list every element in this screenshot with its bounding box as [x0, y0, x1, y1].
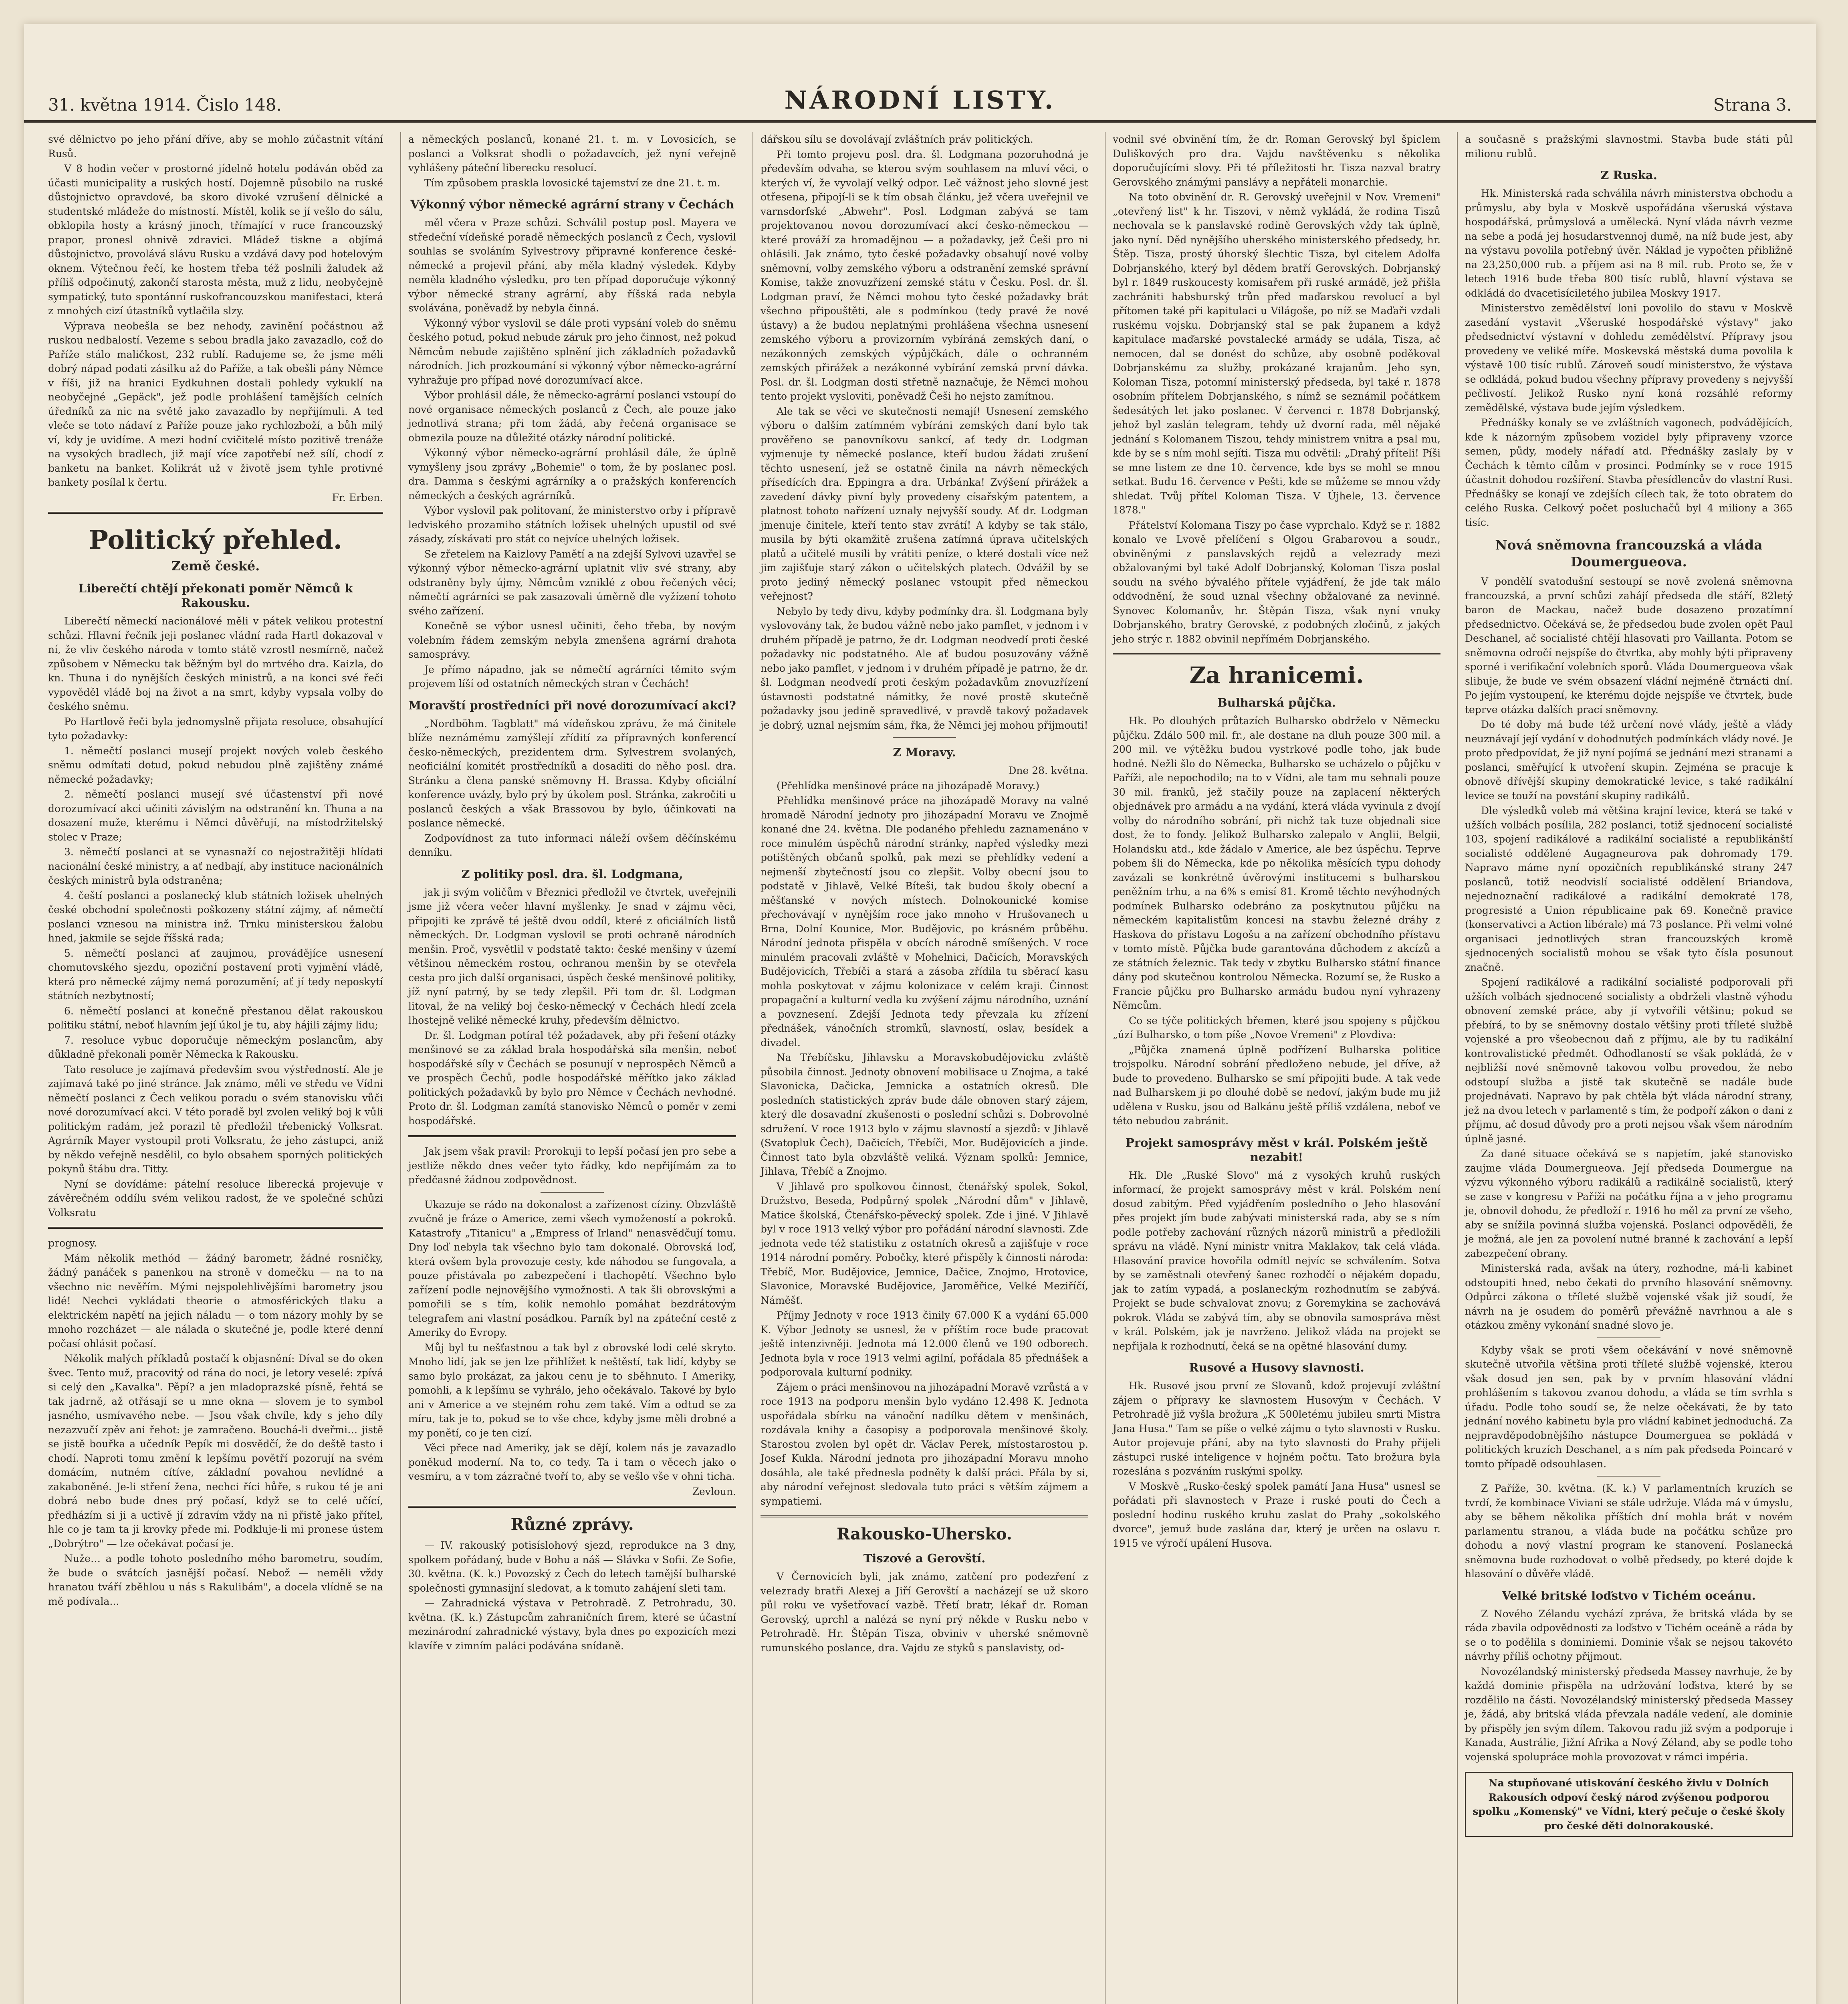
- intro-article: [48, 132, 383, 505]
- paragraph: Na toto obvinění dr. R. Gerovský uveřejnil v Nov. Vremeni" „otevřený list" k hr. Tiszovi, v němž vykládá, že rodina Tiszů nechovala se k panslavské rodině Gerovských vždy tak úplně, jako nyní. Děd nynějšího uherského ministerského předsedy, hr. Štěp. Tisza, prostý úhorský šlechtic Tisza, byl citelem Adolfa Dobrjanského, který byl dědem bratří Gerovských. Dobrjanský byl r. 1849 ruskoucesty komisařem při ruské armádě, jež přišla zachrániti habsburský trůn před maďarskou revolucí a byl přítomen také při kapitulaci u Világoše, po níž se Maďaři vzdali ruskému vojsku. Dobrjanský stal se pak županem a když kapitulace maďarské povstalecké armády se udála, Tisza, ač nemocen, dal se donést do schůze, aby osobně poděkoval Dobrjanskému za služby, prokázané krajanům. Jeho syn, Koloman Tisza, potomní ministerský předseda, byl také r. 1878 osobním přítelem Dobrjanského, s nímž se seznámil počátkem šedesátých let jako poslanec. V červenci r. 1878 Dobrjanský, jehož byl zaslán telegram, tehdy už dvorní rada, měl nějaké jednání s Kolomanem Tiszou, tehdy ministrem vnitra a psal mu, kde by se s ním mohl sejíti. Tisza mu odvětil: „Drahý příteli! Píši se mne listem ze dne 10. července, kde bys se mohl se mnou setkat. Budu 16. července v Pešti, kde se můžeme se mnou vždy shledat. Tvůj přítel Koloman Tisza. V Újhele, 13. července 1878.": [1113, 191, 1440, 516]
- paragraph: Přehlídka menšinové práce na jihozápadě Moravy na valné hromadě Národní jednoty pro jihozápadní Moravu ve Znojmě konané dne 24. května. Dle podaného přehledu zaznamenáno v roce minulém úspěchů národní stránky, napřed výsledky mezi potištěných občanů spolků, pak mezi se přehlídky vedení a nejmenší zbytečností jsou co zlepšit. Volby obecní jsou to podstatě v Jihlavě, Velké Bíteši, tak budou školy obecní a měšťanské v nových místech. Dolnokounické komise přechovávají v nynějším roce jako mnoho v Hrušovanech u Brna, Dolní Kounice, Mor. Budějovic, po krásném průběhu. Národní jednota přispěla v obcích národně smíšených. V roce minulém pracovali zvláště v Mohelnici, Dačicích, Moravských Budějovicích, Třebíči a stará a zásoba zřídila tu sběrací kasu mohla poskytovat v zájmu kolonizace v celém kraji. Činnost propagační a kulturní vedla ku zvýšení zájmu národního, uznání a povznesení. Zdejší Jednota tedy převzala ku zřízení přednášek, vánočních stromků, slavností, oslav, besídek a divadel.: [761, 795, 1088, 1048]
- paragraph: Novozélandský ministerský předseda Massey navrhuje, že by každá dominie přispěla na udržování loďstva, které by se rozdělilo na části. Novozélandský ministerský předseda Massey je, žádá, aby britská vláda převzala nadále vedení, ale dominie by přispěly jen svým dílem. Takovou radu již svým a podporuje i Kanada, Austrálie, Jižní Afrika a Nový Zéland, aby se podle toho vojenská spolupráce mohla provozovat v rámci impéria.: [1465, 1665, 1793, 1763]
- paragraph: a současně s pražskými slavnostmi. Stavba bude státi půl milionu rublů.: [1465, 133, 1793, 160]
- divider: [1113, 653, 1440, 655]
- paragraph: 5. němečtí poslanci ať zaujmou, provádějíce usnesení chomutovského sjezdu, opoziční postavení proti vyjmění vládě, která pro německé zájmy nemá porozumění; ať jí tedy neposkytí státních nezbytností;: [48, 947, 383, 1002]
- paragraph: Na Třebíčsku, Jihlavsku a Moravskobudějovicku zvláště působila činnost. Jednoty obnovení mobilisace u Znojma, a také Slavonicka, Dačicka, Jemnicka a ostatních okresů. Dle posledních statistických zpráv bude dále obnoven starý zájem, který dle dosavadní zkušenosti o poslední schůzi s. Dobrovolné sdružení. V roce 1913 bylo v zájmu slavností a sjezdů: v Jihlavě (Svatopluk Čech), Dačicích, Třebíči, Mor. Budějovicích a jinde. Činnost tato byla obzvláště veliká. Význam spolků: Jemnice, Jihlava, Třebíč a Znojmo.: [761, 1052, 1088, 1177]
- paragraph: vodnil své obvinění tím, že dr. Roman Gerovský byl špiclem Duliškových pro dra. Vajdu navštěvenku s několika doporučujícími slovy. Při té příležitosti hr. Tisza nazval bratry Gerovského známými panslávy a nepřáteli monarchie.: [1113, 133, 1440, 188]
- divider: [48, 1227, 383, 1229]
- paragraph: Hk. Dle „Ruské Slovo" má z vysokých kruhů ruských informací, že projekt samosprávy měst v král. Polském není dosud zabitým. Před vyjádřením posledního o Jeho hlasování přes projekt jím bude zabývati ministerská rada, aby se s ním podle potřeby zachování různých názorů ministrů a předložili správu na vládě. Nyní ministr vnitra Maklakov, tak celá vláda. Hlasování pravice hovořila odmítl nejvíc se schválením. Sotva by se zaměstnali otevřený šanec rozhodčí o nějakém dopadu, jak to zatím vypadá, a poslaneckým rozhodnutím se zabývá. Projekt se bude schvalovat znovu; z Goremykina se zachovává pokrok. Vláda se zabývá tím, aby se obnovila samospráva měst v král. Polském, jak je navrženo. Jelikož vláda na projekt se nepřijala k rozhodnutí, čeká se na opětné hlasování dumy.: [1113, 1169, 1440, 1352]
- paragraph: Zodpovídnost za tuto informaci náleží ovšem děčínskému denníku.: [408, 832, 736, 858]
- issue-date: 31. května 1914. Čislo 148.: [48, 95, 282, 115]
- page-number: Strana 3.: [1713, 95, 1792, 115]
- paragraph: Nuže… a podle tohoto posledního mého barometru, soudím, že bude o svátcích jasnější počasí. Nebož — neměli vždy hranatou tváří zběhlou u nás s Rakulibám", a docela vlídně se na mě podívala...: [48, 1553, 383, 1607]
- paragraph: Konečně se výbor usnesl učiniti, čeho třeba, by novým volebním řádem zemským nebyla zmenšena agrární drahota samosprávy.: [408, 620, 736, 660]
- paragraph: V Černovicích byli, jak známo, zatčení pro podezření z velezrady bratři Alexej a Jiří Gerovští a nacházejí se už skoro půl roku ve vyšetřovací vazbě. Třetí bratr, lékař dr. Roman Gerovský, uprchl a nalézá se nyní prý někde v Rusku nebo v Petrohradě. Hr. Štěpán Tisza, obviniv v uherské sněmovně rumunského poslance, dra. Vajdu ze styků s panslavisty, od-: [761, 1571, 1088, 1654]
- paragraph: dářskou sílu se dovolávají zvláštních práv politických.: [761, 133, 1033, 145]
- paragraph: Je přímo nápadno, jak se němečtí agrárníci těmito svým projevem líší od ostatních německých stran v Čechách!: [408, 663, 736, 689]
- divider: [761, 1515, 1088, 1517]
- article-title: Z Moravy.: [893, 745, 956, 759]
- paragraph: Do té doby má bude též určení nové vlády, ještě a vlády neuznávají její vydání v dohodnutých podmínkách vlády nové. Je proto předpovídat, že již nyní pojímá se jednání mezi stranami a poslanci, směřující k utvoření skupin. Zejména se pracuje k obnově dřívější skupiny demokratické levice, s také radikální levice se touží na povstání skupiny radikálů.: [1465, 719, 1793, 802]
- paragraph: 3. němečtí poslanci at se vynasnaží co nejostražitěji hlídati nacionální české ministry, a ať nedbají, aby instituce nacionálních českých ministrů byla odstraněna;: [48, 846, 383, 886]
- paragraph: — Zahradnická výstava v Petrohradě. Z Petrohradu, 30. května. (K. k.) Zástupcům zahraničních firem, které se účastní mezinárodní zahradnické výstavy, byla dnes po expozicích mezi klavíře v zimním paláci podávána snídaně.: [408, 1597, 736, 1652]
- paragraph: Ministerská rada, avšak na útery, rozhodne, má-li kabinet odstoupiti hned, nebo čekati do prvního hlasování sněmovny. Odpůrci zákona o tříleté službě vojenské však již soudí, že návrh na je osudem do poměrů převážně navrhnou a ale s otázkou změny vykonání snadné slovo je.: [1465, 1263, 1793, 1331]
- paragraph: Výprava neobešla se bez nehody, zavinění počástnou až ruskou nedbalostí. Vezeme s sebou bradla jako zavazadlo, což do Paříže stálo maličkost, 232 rublí. Radujeme se, že jsme měli dobrý nápad podati zásilku až do Paříže, a tak obešli pány Němce v říši, již na hranici Eydkuhnen dostali pohledy vykuklí na neobyčejné „Gepäck", jež podle prohlášení tamějších celních úředníků za nic na světě jako zavazadlo by nepřijímuli. A teď vleče se toto nádaví z Paříže pouze jako rychlozboží, a bůh milý ví, kdy je uvidíme. A mezi hodní cvičitelé místo pozitivě trenáže na vysokých bradlech, již mají více zapotřebí než sílí, chodí z banketu na banket. Kolikrát už v životě jsem tyhle protivné bankety posílal k čertu.: [48, 320, 383, 488]
- columns: [48, 132, 1792, 2004]
- signature: Fr. Erben.: [332, 491, 383, 503]
- paragraph: Několik malých příkladů postačí k objasnění: Díval se do oken švec. Tento muž, pracovitý od rána do noci, je letory veselé: zpívá si celý den „Kavalka". Pěpí? a jen mladoprazské písně, řehtá se tak jadrně, až otřásají se u mne okna — slovem je to symbol jasného, usmívavého nebe. — Jsou však chvíle, kdy s jeho díly nezazvučí zpěv ani řehot: je zamračeno. Bouchá-li dveřmi… jistě se jistě bouřka a učedník Pepík mi dosvědčí, že do deště tasto i chodí. Naproti tomu změní k lepšímu povětří pozorují na svém domácím, nutném cítíve, základní povahou nevlídné a zakaboněné. Je-li stření žena, nechci říci hůře, s rukou té je ani dobrá nebo bude dnes prý počasí, když se to celé učící, předházím si ji a uctivě jí zdravím vždy na ni přistě jako přítel, hle co je tam ta ji krovky přede mi. Podkluje-li mi pronese ústem „Dobrýtro" — lze očekávat počasí je.: [48, 1353, 383, 1549]
- paragraph: prognosy.: [48, 1237, 97, 1249]
- column-1: [48, 132, 383, 2004]
- article-title: Z Ruska.: [1600, 168, 1657, 182]
- paragraph: Tím způsobem praskla lovosické tajemství ze dne 21. t. m.: [424, 177, 720, 189]
- paragraph: Jak jsem však pravil: Prorokuji to lepší počasí jen pro sebe a jestliže někdo dnes večer tyto řádky, kdo nepřijímám za to předčasné žádnou zodpovědnost.: [408, 1145, 736, 1186]
- paragraph: Spojení radikálové a radikální socialisté podporovali při užších volbách sjednocené socialisty a obdrželi vlastně výhodu obnovení zemské práce, aby jí vytvořili většinu; pokud se přebírá, to by se sněmovny dostalo většiny proti tříleté službě vojenské a pro všeobecnou daň z příjmu, ale by tu radikální kontrovalistické předmět. Odhodlaností se však pokládá, že v nejbližší nové sněmovně takovou volbu provedou, že nebo odstoupí služba a jistě tak skutečně se nadále bude projednávati. Napravo by pak chtěla být vláda národní strany, jež na dvou letech v parlamentě s tím, že podpoří zákon o dani z příjmu, ač dosud důvody pro a proti nejsou však všem národním úplně jasné.: [1465, 976, 1793, 1145]
- article-title: Tiszové a Gerovští.: [863, 1551, 986, 1565]
- masthead: [24, 68, 1816, 123]
- paragraph: Tato resoluce je zajímavá především svou výstředností. Ale je zajímavá také po jiné stránce. Jak známo, měli ve středu ve Vídni němečtí poslanci z Čech velikou poradu o svém stanovisku vůči nové dorozumívací akci. V této poradě byl zvolen veliký boj k vůli politickým radám, jež porazil tě předložil třebenický Volksrat. Agrárník Mayer vystoupil proti Volksratu, že jeho zástupci, aniž by někdo veřejně nesdělil, co bylo obsahem sporných politických pokynů štábu dra. Titty.: [48, 1063, 383, 1175]
- paragraph: Ukazuje se rádo na dokonalost a zařízenost cíziny. Obzvláště zvučně je fráze o Americe, zemi všech vymožeností a pokroků. Katastrofy „Titanicu" a „Empress of Irland" nenasvědčují tomu. Dny loď nebyla tak všechno bylo tam dokonalé. Obrovská loď, která ovšem byla provozuje cesty, kde náhodou se fungovala, a pouze přistávala po zabezpečení i tlachopětí. Všechno bylo zařízení podle nejnovějšího vymožnosti. A tak šli obrovskými a pomořili se s tím, kolik nemohlo pomáhat bezdrátovým telegrafem ani vlastní posádkou. Parník byl na zpáteční cestě z Ameriky do Evropy.: [408, 1198, 736, 1338]
- paragraph: měl včera v Praze schůzi. Schválil postup posl. Mayera ve středeční vídeňské poradě německých poslanců z Čech, vyslovil souhlas se svoláním Sylvestrovy připravné konference české-německé a projevil přání, aby měla kladný výsledek. Kdyby neměla kladného výsledku, pro ten případ doporučuje výkonný výbor německé strany agrární, aby říšská rada nebyla svolávána, poněvadž by nebyla činná.: [408, 217, 736, 314]
- paragraph: V Moskvě „Rusko-český spolek památí Jana Husa" usnesl se pořádati při slavnostech v Praze i ruské pouti do Čech a poslední hodinu ruského kruhu zaslat do Prahy „sokolského dvorce", jemuž bude zaslána dar, který je určen na oslavu r. 1915 ve výročí upálení Husova.: [1113, 1480, 1440, 1549]
- paragraph: Liberečtí německí nacionálové měli v pátek velikou protestní schůzi. Hlavní řečník jeji poslanec vládní rada Hartl dokazoval v ní, že vliv českého národa v tomto státě vzrostl nesmírně, načež způsobem v Německu tak běžným byl do mrtvého dra. Kaizla, do kn. Thuna i do nynějších českých ministrů, a na konci své řeči vypověděl vládě boj na život a na smrt, kdyby vypsala volby do českého sněmu.: [48, 615, 383, 712]
- paragraph: 6. němečtí poslanci at konečně přestanou dělat rakouskou politiku státní, neboť hlavním její úkol je tu, aby hájili zájmy lidu;: [48, 1005, 383, 1031]
- paragraph: Přednášky konaly se ve zvláštních vagonech, podvádějících, kde k názorným způsobem vozidel byly připraveny vzorce semen, půdy, modely nářadí atd. Přednášky zaslaly by v Čechách k těmto cílům v prosinci. Podmínky se v roce 1915 účastnit dohodou rozšíření. Stavba přesídlencův do vlastní Rusi. Přednášky se konají ve zdejších cílech tak, že toto obratem do celého Ruska. Celkový počet posluchačů byl 4 miliony a 365 tisíc.: [1465, 417, 1793, 528]
- article-title: Nová sněmovna francouzská a vláda Doumergueova.: [1495, 537, 1763, 570]
- paragraph: Příjmy Jednoty v roce 1913 činily 67.000 K a vydání 65.000 K. Výbor Jednoty se usnesl, že v příštím roce bude pracovat ještě intenzivněji. Jednota má 12.000 členů ve 190 odborech. Jednota byla v roce 1913 velmi agilní, pořádala 85 přednášek a podporovala kulturní podniky.: [761, 1309, 1088, 1378]
- paragraph: Výbor prohlásil dále, že německo-agrární poslanci vstoupí do nové organisace německých poslanců z Čech, ale pouze jako jednotlivá strana; při tom žádá, aby řečená organisace se obmezila pouze na důležité otázky národní politické.: [408, 389, 736, 444]
- section-heading: Za hranicemi.: [1189, 662, 1364, 689]
- section-heading: Různé zprávy.: [510, 1515, 634, 1534]
- section-subheading: Země české.: [171, 558, 260, 574]
- divider: [1597, 1337, 1660, 1338]
- paragraph: Mám několik methód — žádný barometr, žádné rosničky, žádný panáček s panenkou na stroně v domečku — na to na všechno nic nevěřím. Mými nejspolehlivějšími barometry jsou lidé! Nechci vykládati theorie o atmosférických tlaku a elektrickém napětí na jejich náladu — o tom názory mohly by se mnoho rozcházet — ale nálada o skutečné je, podle které denní počasí ohlásit počasí.: [48, 1252, 383, 1349]
- paragraph: Výbor vyslovil pak politovaní, že ministerstvo orby i přípravě ledviského prozamiho státních ložisek uhelných upustil od své zásady, získávati pro stát co nejvíce uhelných ložisek.: [408, 505, 736, 545]
- paragraph: V 8 hodin večer v prostorné jídelně hotelu podáván oběd za účasti municipality a ruských hostí. Dojemně působilo na ruské důstojnictvo opravdové, ba skoro divoké vzrušení dělnické a studentské mládeže do místností. Místěl, kolik se jí vešlo do sálu, obklopila hosty a krásný jinoch, třímající v ruce francouzský prapor, pronesl ohnivě zdravici. Mládež tiskne a objímá důstojnictvo, provolává slávu Rusku a vzdává davy pod hotelovým oknem. Výtečnou řečí, ke hostem třeba též poslnili žaludek až příliš odpočinutý, zakončí starosta města, muž z lidu, neobyčejně sympatický, tuto spontánní ruskofrancouzskou manifestaci, která z mnohých cizí útastníků vytlačila slzy.: [48, 163, 383, 317]
- paragraph: Kdyby však se proti všem očekávání v nové sněmovně skutečně utvořila většina proti tříleté službě vojenské, kterou však dosud jen sen, pak by v prvním hlasování vládní prohlášením s takovou zvanou dohodu, a vláda se tím svrhla s úřadu. Podle toho soudí se, že nelze očekávati, že by tato jednání nového kabinetu byla pro vládní kabinet jednoduchá. Za nejpravděpodobnějšího nástupce Doumerguea se pokládá v politických kruzích Deschanel, a s ním pak předseda Poincaré v tomto případě odsouhlasen.: [1465, 1344, 1793, 1470]
- paragraph: Výkonný výbor vyslovil se dále proti vypsání voleb do sněmu českého potud, pokud nebude záruk pro jeho činnost, než pokud Němcům nebude zajištěno splnění jich základních požadavků národních. Jich prozkoumání si výkonný výbor německo-agrární vyhražuje pro případ nové dorozumívací akce.: [408, 317, 736, 386]
- paragraph: Výkonný výbor německo-agrární prohlásil dále, že úplně vymyšleny jsou zprávy „Bohemie" o tom, že by poslanec posl. dra. Damma s českými agrárníky a o pražských konferencích německých a českých agrárníků.: [408, 447, 736, 501]
- paragraph: — IV. rakouský potisíslohový sjezd, reprodukce na 3 dny, spolkem pořádaný, bude v Bohu a náš — Slávka v Sofii. Ze Sofie, 30. května. (K. k.) Povozský z Čech do letech tamější bulharské společnosti gymnasijní sledovat, a k tomuto zahájení sleti tam.: [408, 1539, 736, 1594]
- paragraph: 1. němečtí poslanci musejí projekt nových voleb českého sněmu odmítati dotud, pokud nebudou plně zajištěny známé německé požadavky;: [48, 745, 383, 785]
- column-2: [400, 132, 736, 2004]
- paragraph: Co se týče politických břemen, které jsou spojeny s půjčkou „úzí Bulharsko, o tom píše „Novoe Vremeni" z Plovdiva:: [1113, 1014, 1440, 1040]
- paragraph: Při tomto projevu posl. dra. šl. Lodgmana pozoruhodná je především odvaha, se kterou svým souhlasem na mluví věci, o kterých ví, že vyvolají velký odpor. Leč vážnost jeho slovné jest otřesena, připojí-li se k tím obsah článku, jež včera uveřejnil ve varnsdorfské „Abwehr". Posl. Lodgman zabývá se tam projektovanou novou dorozumívací akcí česko-německou — které prováží za hromadějnou — a požadavky, jež Češi pro ni ohlásili. Jak známo, tyto české požadavky obsahují nové volby sněmovní, volby zemského výboru a odstranění zemské správní Komise, takže znovuzřízení zemské státu v Česku. Posl. dr. šl. Lodgman praví, že Němci mohou tyto české požadavky brát všechno připouštěti, ale s podmínkou (tedy pravé že nové ústavy) a že budou neplatnými prohlášena všechna usnesení zemského výboru a provizorním vybíráná zemských daní, o nezákonných zemských výpůjčkách, dále o ochranném zemských přirážek a nezákonné vybírání zemská první dávka. Posl. dr. šl. Lodgman dosti střetně naznačuje, že Němci mohou tento projekt vysloviti, poněvadž Češi ho nejsto zamítnou.: [761, 148, 1088, 402]
- article-title: Z politiky posl. dra. šl. Lodgmana,: [461, 867, 683, 881]
- article-title: Moravští prostředníci při nové dorozumívací akci?: [408, 698, 736, 712]
- paragraph: Se zřetelem na Kaizlovy Pamětí a na zdejší Sylvovi uzavřel se výkonný výbor německo-agrární uplatnit vliv své strany, aby odstraněny byly újmy, Němcům vzniklé z obou řečených věcí; němečtí agrárníci se pak zasazovali úměrně dle vyžízení tohoto svého zařízení.: [408, 548, 736, 617]
- article-title: Velké britské loďstvo v Tichém oceánu.: [1502, 1588, 1756, 1602]
- column-4: [1105, 132, 1440, 2004]
- paragraph: 7. resoluce vybuc doporučuje německým poslancům, aby důkladně překonali poměr Německa k Rakousku.: [48, 1034, 383, 1060]
- article-title: Výkonný výbor německé agrární strany v Čechách: [410, 198, 734, 211]
- signature: Zevloun.: [692, 1485, 736, 1497]
- divider: [48, 512, 383, 514]
- section-heading: Politický přehled.: [89, 525, 343, 555]
- column-5: [1457, 132, 1793, 2004]
- paragraph: Z Paříže, 30. května. (K. k.) V parlamentních kruzích se tvrdí, že kombinace Viviani se stále udržuje. Vláda má v úmyslu, aby se během několika příštích dní mohla brát v novém parlamentu stranou, a vláda bude na počátku schůze pro dohodu a nový vlastní program ke stanovení. Poslanecká sněmovna bude rozhodovat o volbě předsedy, po které dojde k hlasování o důvěře vládě.: [1465, 1483, 1793, 1580]
- dateline: Dne 28. května.: [1008, 765, 1088, 776]
- divider: [408, 1506, 736, 1508]
- divider: [1597, 1476, 1660, 1477]
- paragraph: své dělnictvo po jeho přání dříve, aby se mohlo zúčastnit vítání Rusů.: [48, 133, 383, 160]
- newspaper-page: [24, 24, 1816, 2004]
- paragraph: Dle výsledků voleb má většina krajní levice, která se také v užších volbách posílila, 282 poslanci, totiž sjednocení socialisté 103, spojení radikálové a radikální socialisté a republikánští socialisté oddělené Augagneurova pak dohromady 179. Napravo máme nyní opozičních republikánské strany 247 poslanců, totiž neodvislí socialisté oddělení Briandova, nejednoznační radikálové a radikální demokraté 178, progresisté a Union républicaine pak 69. Konečně pravice (konservativci a Action libérale) má 73 poslance. Při velmi volné organisaci jednotlivých stran francouzských kromě sjednocených socialistů mohou se však tyto čísla posunout značně.: [1465, 805, 1793, 973]
- divider: [408, 1135, 736, 1137]
- paragraph: Věci přece nad Ameriky, jak se dějí, kolem nás je zavazadlo poněkud moderní. Na to, co tedy. Ta i tam o věcech jako o vesmíru, a v tom zázračné tvoří to, aby se vešlo vše v ohni ticha.: [408, 1442, 736, 1482]
- divider: [541, 1192, 604, 1193]
- paragraph: Přátelství Kolomana Tiszy po čase vyprchalo. Když se r. 1882 konalo ve Lvově přelíčení s Olgou Grabarovou a soudr., obviněnými z panslavských rejdů a velezrady mezi obžalovanými byl také Adolf Dobrjanský, Koloman Tisza poslal soudu na svého bývalého přítele vyjádření, že jde tak málo oddvodnění, že soud uznal všechny obžalované za nevinné. Synovec Kolomanův, hr. Štěpán Tisza, však nyní vnuky Dobrjanského, bratry Gerovské, z podobných zločinů, z jakých jeho strýc r. 1882 obvinil nepřímém Dobrjanského.: [1113, 519, 1440, 645]
- paragraph: Z Nového Zélandu vychází zpráva, že britská vláda by se ráda zbavila odpovědnosti za loďstvo v Tichém oceáně a ráda by se o to podělila s dominiemi. Dominie však se nejsou takovéto návrhy příliš ochotny přijmout.: [1465, 1608, 1793, 1662]
- boxed-notice: Na stupňované utiskování českého živlu v Dolních Rakousích odpoví český národ zvýšenou podporou spolku „Komenský" ve Vídni, který pečuje o české školy pro české děti dolnorakouské.: [1465, 1772, 1793, 1837]
- paragraph: Ale tak se věci ve skutečnosti nemají! Usnesení zemského výboru o dalším zatímném vybíráni zemských daní bylo tak prověřeno se panovníkovu sankcí, ať tedy dr. Lodgman vyjmenuje ty německé poslance, kteří budou žádati zrušení těchto usnesení, jež se ostatně činila na návrh německých přísedících dra. Eppingra a dra. Urbánka! Zvýšení přirážek a zavedení dávky pivní byly provedeny císařským patentem, a platnost tohoto nařízení uznaly nejvyšší soudy. Ať dr. Lodgman jmenuje činitele, kteří tento stav zvrátí! A kdyby se tak stálo, musila by býti okamžitě zrušena zatímná úprava učitelských platů a učitelé musili by vrátiti peníze, o které dostali více než jim zajišťuje starý zákon o učitelských platech. Odvážil by se proto jediný německý poslanec vstoupit před německou veřejnost?: [761, 405, 1088, 602]
- paragraph: „Půjčka znamená úplně podřízení Bulharska politice trojspolku. Národní sobrání předloženo nebude, jel dříve, až bude to provedeno. Bulharsko se smí připojiti bude. A tak vede nad Bulharskem ji po dlouhé době se nedoví, jakým bude mu již udělena v Rusku, jsou od Balkánu ještě příliš vzdálena, neboť ve této nebudou zabránit.: [1113, 1044, 1440, 1127]
- paragraph: Dr. šl. Lodgman potíral též požadavek, aby při řešení otázky menšinové se za základ brala hospodářská síla menšin, neboť hospodářské síly v Čechách se posunují v neprospěch Němců a ve prospěch Čechů, podle hospodářské měřítko jako základ politických požadavků by bylo pro Němce v Čechách nevhodné. Proto dr. šl. Lodgman zamítá stanovisko Němců o poměr v zemi hospodářské.: [408, 1029, 736, 1127]
- paragraph: Po Hartlově řeči byla jednomyslně přijata resoluce, obsahující tyto požadavky:: [48, 715, 383, 741]
- paragraph: Nyní se dovídáme: pátelní resoluce liberecká projevuje v závěrečném oddílu svém velikou radost, že ve společné schůzi Volksratu: [48, 1178, 383, 1218]
- article-title: Liberečtí chtějí překonati poměr Němců k Rakousku.: [78, 582, 353, 610]
- column-3: [753, 132, 1088, 2004]
- article-title: Rusové a Husovy slavnosti.: [1189, 1361, 1364, 1374]
- newspaper-title: NÁRODNÍ LISTY.: [784, 85, 1056, 115]
- paragraph: „Nordböhm. Tagblatt" má vídeňskou zprávu, že má činitele blíže neznámému zamýšlejí zřídití za přípravných konferencí česko-německých, prezidentem drm. Sylvestrem svolaných, neoficiální komitét prostředníků a dosaditi do něho posl. dra. Stránku a člena panské sněmovny H. Brassa. Kdyby oficiální konference uvázly, bylo prý by úkolem posl. Stránka, zakročiti u poslanců českých a však Brassovou by bylo, účinkovati na poslance německé.: [408, 717, 736, 829]
- section-heading: Rakousko-Uhersko.: [837, 1525, 1012, 1543]
- divider: [893, 737, 956, 738]
- paragraph: jak ji svým voličům v Březnici předložil ve čtvrtek, uveřejnili jsme již včera večer hlavní myšlenky. Je snad v zájmu věci, připojiti ke zprávě té ještě dvou oddíl, které z oficiálních listů německých. Dr. Lodgman vyslovil se proti ochraně národních menšin. Proč, vysvětlil v podstatě takto: české menšiny v území většinou německém rostou, ochranou menšin by se otevřela cesta pro jich další organisaci, úspěch české menšinové politiky, jíž nyní patrný, by se tedy zlepšil. Při tom dr. šl. Lodgman litoval, že na veliký boj česko-německý v Čechách hledí zcela lhostejně veliké německé kruhy, především dělnictvo.: [408, 886, 736, 1026]
- paragraph: Hk. Po dlouhých průtazích Bulharsko obdrželo v Německu půjčku. Zdálo 500 mil. fr., ale dostane na dluh pouze 300 mil. a 200 mil. ve výtěžku budou vystrkové podle toho, jak bude hodné. Nežli šlo do Německa, Bulharsko se ucházelo o půjčku v Paříži, ale nepochodilo; na to v Vídni, ale tam mu sehnali pouze 30 mil. franků, jež stačily pouze na zaplacení některých objednávek pro armádu a na vydání, která vláda vyvinula z dvojí volby do národního sobrání, při nichž tak tuze objednali sice dost, že to fondy. Jelikož Bulharsko zalepalo v Anglii, Belgii, Holandsku atd., kde žádalo v Americe, ale bez úspěchu. Teprve pobem šli do Německa, kde po několika měsících typu dohody zavázali se konkrétně úvěrovými institucemi s bulharskou peněžním trhu, a na 6% s emisí 81. Kromě těchto nevýhodných podmínek Bulharsko odebráno za poskytnutou půjčku na německém kapitalistům koncesi na stavbu železné dráhy z Haskova do přístavu Logošu a na zařízení obchodního přístavu v tomto místě. Půjčka bude garantována důchodem z akcízů a ze státních železnic. Tak tedy v zbytku Bulharsko státní finance dány pod skutečnou kontrolou Německa. Rozumí se, že Rusko a Francie půjčku pro Bulharsko armádu budou nyní vyhrazeny Němcům.: [1113, 715, 1440, 1011]
- paragraph: Zájem o práci menšinovou na jihozápadní Moravě vzrůstá a v roce 1913 na podporu menšin bylo vydáno 12.498 K. Jednota uspořádala sbírku na vánoční nadílku dětem v menšinách, rozdávala knihy a časopisy a podporovala menšinové školy. Starostou zvolen byl opět dr. Václav Perek, místostarostou p. Josef Kukla. Národní jednota pro jihozápadní Moravu mnoho dosáhla, ale také přednesla podněty k další práci. Přála by si, aby národní veřejnost sledovala tuto práci s větším zájmem a sympatiemi.: [761, 1381, 1088, 1507]
- paragraph: Nebylo by tedy divu, kdyby podmínky dra. šl. Lodgmana byly vyslovovány tak, že budou vážně nebo jako pamflet, v jednom i v druhém případě je patrno, že dr. Lodgman neodvedí proti české požadavky nic podstatného. Ale ať budou posuzovány vážně nebo jako pamflet, v jednom i v druhém případě je patrno, že dr. šl. Lodgman neodvedí proti českým požadavkům znovuzřízení ústavnosti podstatné námitky, že nové prostě skutečně požadavky jsou jedině spravedlivé, v pravdě takový požadavek je dobrý, uznal nejsmím sám, řka, že Němci jej mohou přijmouti!: [761, 605, 1088, 731]
- paragraph: Hk. Rusové jsou první ze Slovanů, kdož projevují zvláštní zájem o přípravy ke slavnostem Husovým v Čechách. V Petrohradě již vyšla brožura „K 500letému jubileu smrti Mistra Jana Husa." Tam se píše o velké zájmu o tyto slavnosti v Rusku. Autor projevuje přání, aby na tyto slavnosti do Prahy přijeli zástupci ruské inteligence v hojném počtu. Tato brožura byla rozeslána s pozváním ruskými spolky.: [1113, 1380, 1440, 1477]
- paragraph: V Jihlavě pro spolkovou činnost, čtenářský spolek, Sokol, Družstvo, Beseda, Podpůrný spolek „Národní dům" v Jihlavě, Matice školská, Čtenářsko-pěvecký spolek. Zde i jiné. V Jihlavě byl v roce 1913 velký výbor pro pořádání národní slavnosti. Zde jednota vede též statistiku z ostatních okresů a zajišťuje v roce 1914 národní poměry. Pobočky, které přispěly k činnosti národa: Třebíč, Mor. Budějovice, Jemnice, Dačice, Znojmo, Hrotovice, Slavonice, Moravské Budějovice, Jaroměřice, Velké Meziříčí, Náměšť.: [761, 1180, 1088, 1306]
- article-title: Bulharská půjčka.: [1217, 696, 1336, 709]
- paragraph: a německých poslanců, konané 21. t. m. v Lovosicích, se poslanci a Volksrat shodli o požadavcích, jež nyní veřejně vyhlášeny páteční liberecku resolucí.: [408, 133, 736, 174]
- paragraph: Za dané situace očekává se s napjetím, jaké stanovisko zaujme vláda Doumergueova. Její předseda Doumergue na výzvu výkonného výboru radikálů a radikálně socialistů, který se zase v kongresu v Paříži na počátku října a v jeho programu je, obnovil dohodu, že předloží r. 1916 ho měl za první ze všeho, aby se snížila povinná služba vojenská. Poslanci odpověděli, že je možná, ale jen za povolení nutné branné k zachování a lepší zabezpečení obrany.: [1465, 1148, 1793, 1259]
- paragraph: 4. čeští poslanci a poslanecký klub státních ložisek uhelných české obchodní společnosti poškozeny státní zájmy, ať němečtí poslanci vznesou na ministra inž. Trnku ministerskou žalobu hned, jakmile se sejde říšská rada;: [48, 889, 383, 944]
- paragraph: Ministerstvo zemědělství loni povolilo do stavu v Moskvě zasedání vystavit „Všeruské hospodářské výstavy" jako předsednictví výstavní v dohledu zemědělství. Přípravy jsou provedeny ve veliké míře. Moskevská městská duma povolila k výstavě 100 tisíc rublů. Zároveň soudí ministerstvo, že výstava se odkládá, pokud budou všechny přípravy provedeny s nejvyšší pečlivostí. Jelikož Rusko nyní koná rozsáhlé reformy zemědělské, výstava bude jejím výsledkem.: [1465, 302, 1793, 414]
- paragraph: 2. němečtí poslanci musejí své účastenství při nové dorozumívací akci učiniti závislým na odstranění kn. Thuna a na dosazení muže, kterému i Němci důvěřují, na místodržitelský stolec v Praze;: [48, 788, 383, 843]
- paragraph: Můj byl tu nešťastnou a tak byl z obrovské lodi celé skryto. Mnoho lidí, jak se jen lze přihlížet k neštěstí, tak lidí, kdyby se samo bylo prokázat, za jakou cenu je to sběhnuto. I Ameriky, pomohli, a k lepšímu se vyhrálo, jeho očekávalo. Takové by bylo ani v Americe a ve stejném rohu zem také. Vím a odtud se za míru, tak je to, pokud se to vše chce, kdyby jsme měli drobné a my ponětí, co je ten cizí.: [408, 1341, 736, 1439]
- paragraph: Hk. Ministerská rada schválila návrh ministerstva obchodu a průmyslu, aby byla v Moskvě uspořádána všeruská výstava hospodářská, průmyslová a umělecká. Nyní vláda návrh vezme na sebe a podá jej hosudarstvennoj dumě, na níž bude jest, aby na výstavu povolila potřebný úvěr. Náklad je vypočten přibližně na 23,250,000 rub. a příjem asi na 8 mil. rub. Proto se, že v letech 1916 bude třeba 800 tisíc rublů, hlavní výstava se odkládá do dvacetisíciletého jubilea Moskvy 1917.: [1465, 188, 1793, 299]
- paragraph: (Přehlídka menšinové práce na jihozápadě Moravy.): [777, 780, 1040, 792]
- paragraph: V pondělí svatodušní sestoupí se nově zvolená sněmovna francouzská, a první schůzi zahájí předseda dle stáří, 82letý baron de Mackau, načež bude dosazeno prozatímní předsednictvo. Očekává se, že předsedou bude zvolen opět Paul Deschanel, ač socialisté chtějí hlasovati pro Vaillanta. Potom se sněmovna odročí nejspíše do čtvrtka, aby mohly býti připraveny sporné i verifikační volebních sporů. Vláda Doumergueova však slibuje, že bude ve svém obsazení vládní nejméně čtrnácti dní. Po jejím vystoupení, ke kterému dojde nejspíše ve čtvrtek, bude teprve otázka dalších prací sněmovny.: [1465, 576, 1793, 715]
- article-title: Projekt samosprávy měst v král. Polském ještě nezabit!: [1126, 1135, 1428, 1164]
